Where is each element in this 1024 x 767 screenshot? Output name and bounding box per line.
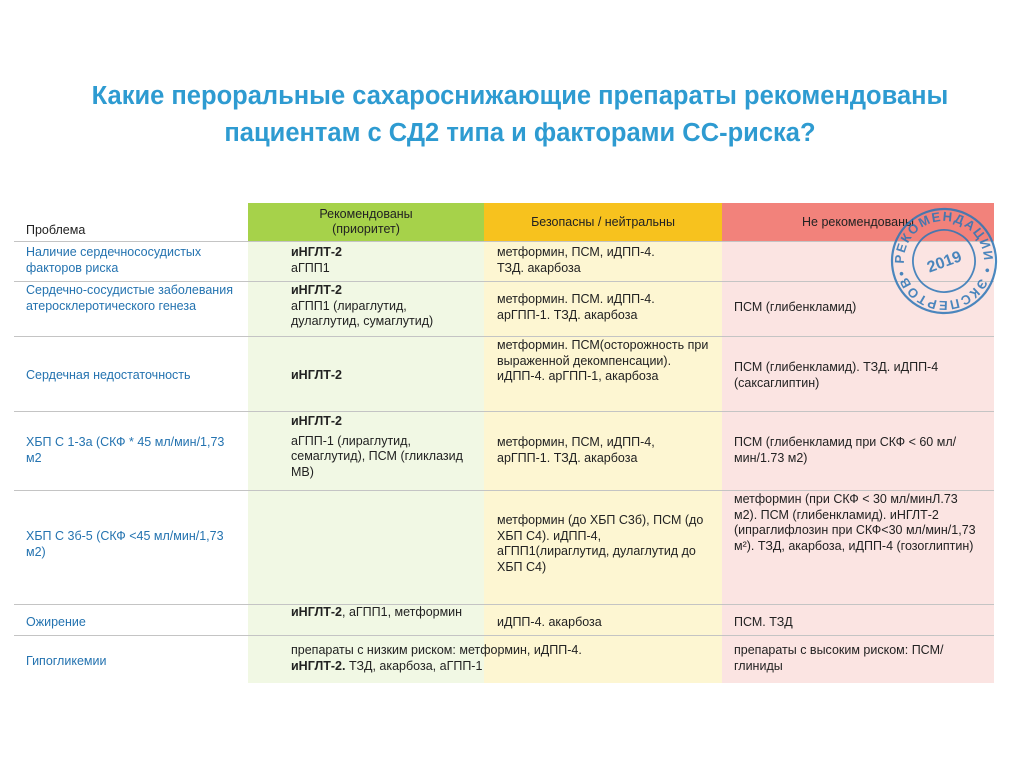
problem-cell: ХБП С 1-3а (СКФ * 45 мл/мин/1,73 м2 bbox=[26, 435, 225, 465]
header-safe: Безопасны / нейтральны bbox=[484, 203, 722, 241]
row-divider bbox=[14, 604, 994, 605]
recommended-text: ТЗД, акарбоза, аГПП-1 bbox=[345, 658, 483, 673]
recommended-bold: иНГЛТ-2 bbox=[291, 368, 343, 382]
recommended-text: аГПП1 bbox=[291, 260, 330, 275]
title-line-1: Какие пероральные сахароснижающие препараты рекомендованы bbox=[91, 82, 949, 110]
slide-title bbox=[0, 78, 1024, 152]
row-divider bbox=[14, 336, 994, 337]
recommended-cell bbox=[291, 245, 471, 276]
recommended-cell bbox=[291, 283, 476, 330]
safe-cell: метформин, ПСМ, иДПП-4, арГПП-1. ТЗД. акарбоза bbox=[497, 435, 655, 465]
header-not-recommended: Не рекомендованы bbox=[722, 203, 994, 241]
stamp-ring-text: • РЕКОМЕНДАЦИИ • ЭКСПЕРТОВ bbox=[891, 208, 997, 314]
header-recommended bbox=[248, 203, 484, 241]
recommended-bold: иНГЛТ-2 bbox=[291, 414, 343, 428]
not-recommended-cell: ПСМ (глибенкламид). ТЗД. иДПП-4 (саксаглиптин) bbox=[734, 360, 939, 390]
safe-cell: метформин, ПСМ, иДПП-4. ТЗД. акарбоза bbox=[497, 245, 655, 275]
not-recommended-cell: метформин (при СКФ < 30 мл/минЛ.73 м2). ПСМ (глибенкламид). иНГЛТ-2 (ипраглифлозин при СКФ<30 мл/мин/1,73 м²). ТЗД, акарбоза, иДПП-4 (гозоглиптин) bbox=[734, 492, 976, 553]
recommended-text: , аГПП1, метформин bbox=[342, 605, 463, 619]
problem-cell: Сердечная недостаточность bbox=[26, 368, 191, 382]
safe-cell: метформин. ПСМ. иДПП-4. арГПП-1. ТЗД. акарбоза bbox=[497, 292, 655, 322]
header-problem: Проблема bbox=[26, 222, 86, 237]
safe-cell: иДПП-4. акарбоза bbox=[497, 615, 602, 629]
safe-cell: метформин (до ХБП С3б), ПСМ (до ХБП С4). иДПП-4, аГПП1(лираглутид, дулаглутид до ХБП С4) bbox=[497, 513, 704, 574]
row-divider bbox=[14, 635, 994, 636]
safe-cell: метформин. ПСМ(осторожность при выраженной декомпенсации). иДПП-4. арГПП-1, акарбоза bbox=[497, 338, 709, 383]
recommended-text: аГПП-1 (лираглутид, семаглутид), ПСМ (гликлазид МВ) bbox=[291, 433, 463, 479]
recommended-cell bbox=[291, 605, 491, 621]
recommended-bold: иНГЛТ-2. bbox=[291, 658, 346, 673]
problem-cell: Гипогликемии bbox=[26, 654, 107, 668]
recommended-prefix: препараты с низким риском: метформин, иДПП-4. bbox=[291, 643, 582, 657]
not-recommended-cell: ПСМ. ТЗД bbox=[734, 615, 793, 629]
row-divider bbox=[14, 241, 994, 242]
problem-cell: ХБП С 3б-5 (СКФ <45 мл/мин/1,73 м2) bbox=[26, 529, 224, 559]
row-divider bbox=[14, 490, 994, 491]
problem-cell: Наличие сердечнососудистых факторов риска bbox=[26, 245, 202, 275]
faded-footer-citation bbox=[14, 656, 994, 676]
recommended-text: аГПП1 (лираглутид, дулаглутид, сумаглутид) bbox=[291, 298, 434, 328]
row-divider bbox=[14, 411, 994, 412]
not-recommended-cell: ПСМ (глибенкламид) bbox=[734, 300, 857, 314]
recommended-bold: иНГЛТ-2 bbox=[291, 605, 343, 619]
problem-cell: Ожирение bbox=[26, 615, 86, 629]
not-recommended-cell: препараты с высоким риском: ПСМ/глиниды bbox=[734, 643, 944, 673]
recommended-cell bbox=[291, 414, 471, 480]
expert-recommendations-stamp bbox=[888, 205, 1000, 317]
stamp-year: 2019 bbox=[924, 248, 965, 277]
recommended-bold: иНГЛТ-2 bbox=[291, 283, 343, 297]
recommendations-table bbox=[14, 203, 994, 683]
not-recommended-cell: ПСМ (глибенкламид при СКФ < 60 мл/мин/1.73 м2) bbox=[734, 435, 957, 465]
recommended-bold: иНГЛТ-2 bbox=[291, 245, 343, 259]
problem-cell: Сердечно-сосудистые заболевания атеросклеротического генеза bbox=[26, 283, 233, 313]
recommended-cell bbox=[291, 368, 471, 384]
row-divider bbox=[14, 281, 994, 282]
title-line-2: пациентам с СД2 типа и факторами СС-риска? bbox=[224, 119, 816, 147]
header-recommended-label: Рекомендованы (приоритет) bbox=[319, 207, 413, 236]
